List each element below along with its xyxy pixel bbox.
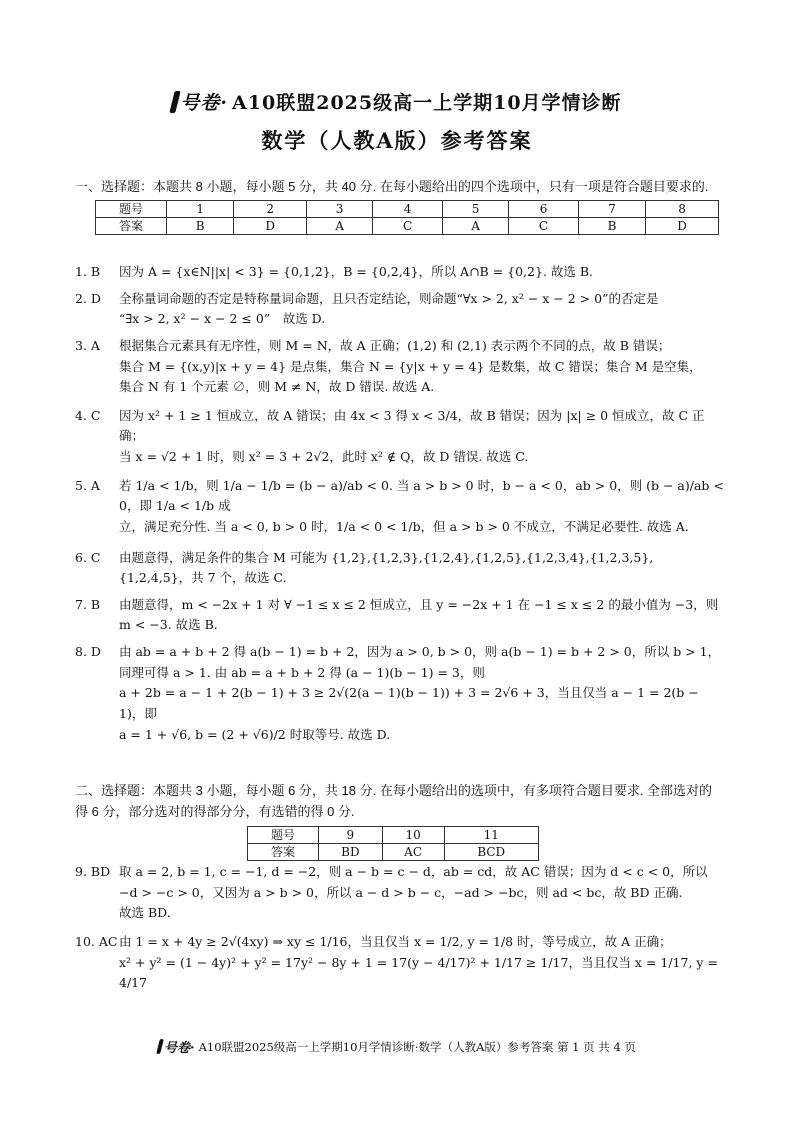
question-number-cell: 4: [373, 201, 443, 218]
title-line-1: [0, 88, 794, 115]
solution-number: 2. D: [75, 290, 101, 306]
solution-number: 3. A: [75, 337, 100, 353]
solution-item: [0, 595, 794, 636]
solution-line: 同理可得 a > 1. 由 ab = a + b + 2 得 (a − 1)(b − 1) = 3，则: [119, 664, 485, 680]
solution-line: 全称量词命题的否定是特称量词命题，且只否定结论，则命题“∀x > 2, x² − x − 2 > 0”的否定是: [119, 290, 659, 306]
question-number-cell: 1: [167, 201, 234, 218]
footer-text: A10联盟2025级高一上学期10月学情诊断·数学（人教A版）参考答案 第 1 页 共 4 页: [198, 1039, 636, 1054]
answer-cell: A: [307, 218, 373, 235]
solution-line: 当 x = √2 + 1 时，则 x² = 3 + 2√2，此时 x² ∉ Q，故 D 错误. 故选 C.: [119, 449, 529, 464]
solution-line: 故选 BD.: [119, 905, 171, 921]
answer-cell: B: [578, 218, 645, 235]
solution-line: {1,2,4,5}，共 7 个，故选 C.: [119, 570, 287, 586]
question-number-cell: 6: [509, 201, 579, 218]
subject-title: 数学（人教A版）参考答案: [261, 128, 533, 153]
question-number-cell: 10: [382, 826, 444, 843]
answer-cell: AC: [382, 843, 444, 860]
solution-line: 由 ab = a + b + 2 得 a(b − 1) = b + 2，因为 a > 0, b > 0，则 a(b − 1) = b + 2 > 0，所以 b > 1，: [119, 644, 721, 659]
solution-line: m < −3. 故选 B.: [119, 617, 218, 633]
solution-item: [0, 548, 794, 589]
solution-line: 由 1 = x + 4y ≥ 2√(4xy) ⇒ xy ≤ 1/16，当且仅当 x = 1/2, y = 1/8 时，等号成立，故 A 正确；: [119, 933, 672, 949]
solution-text: [119, 932, 724, 994]
table-row-answers: [96, 218, 719, 235]
solution-text: [119, 476, 724, 538]
solution-line: 立，满足充分性. 当 a < 0, b > 0 时，1/a < 0 < 1/b，但 a > b > 0 不成立，不满足必要性. 故选 A.: [119, 518, 689, 534]
answer-cell: B: [167, 218, 234, 235]
answer-table-2: [247, 826, 539, 861]
section-1: [0, 176, 794, 235]
logo-stroke-icon: [156, 1039, 164, 1054]
table-row-questions: [96, 201, 719, 218]
table-header-cell: 题号: [96, 201, 167, 218]
solution-text: [119, 862, 724, 924]
solution-line: 由题意得，满足条件的集合 M 可能为 {1,2},{1,2,3},{1,2,4},{1,2,5},{1,2,3,4},{1,2,3,5},: [119, 549, 654, 565]
table-header-cell: 答案: [96, 218, 167, 235]
solution-item: [0, 406, 794, 468]
question-number-cell: 2: [234, 201, 307, 218]
footer-logo-text: 号卷·: [164, 1041, 195, 1056]
solution-line: a + 2b = a − 1 + 2(b − 1) + 3 ≥ 2√(2(a − 1)(b − 1)) + 3 = 2√6 + 3，当且仅当 a − 1 = 2(b − 1)，即: [119, 685, 699, 721]
solution-line: 取 a = 2, b = 1, c = −1, d = −2，则 a − b = c − d，ab = cd，故 AC 错误；因为 d < c < 0，所以: [119, 864, 708, 879]
question-number-cell: 7: [578, 201, 645, 218]
question-number-cell: 3: [307, 201, 373, 218]
section-2: [0, 780, 794, 861]
logo-text: 号卷·: [180, 92, 229, 114]
table-row-questions: [248, 826, 539, 843]
solution-number: 4. C: [75, 407, 101, 423]
page-header: [0, 88, 794, 155]
answer-cell: D: [234, 218, 307, 235]
question-number-cell: 11: [444, 826, 539, 843]
solution-line: “∃x > 2, x² − x − 2 ≤ 0” 故选 D.: [119, 311, 326, 327]
solution-number: 1. B: [75, 264, 101, 279]
answer-cell: BCD: [444, 843, 539, 860]
answer-cell: D: [646, 218, 719, 235]
solution-number: 9. BD: [75, 864, 111, 879]
solution-item: [0, 932, 794, 994]
solution-line: 集合 M = {(x,y)|x + y = 4} 是点集，集合 N = {y|x + y = 4} 是数集，故 C 错误；集合 M 是空集，: [119, 358, 702, 374]
solution-line: 因为 x² + 1 ≥ 1 恒成立，故 A 错误；由 4x < 3 得 x < 3/4，故 B 错误；因为 |x| ≥ 0 恒成立，故 C 正确；: [119, 407, 705, 444]
solution-line: 由题意得，m < −2x + 1 对 ∀ −1 ≤ x ≤ 2 恒成立，且 y = −2x + 1 在 −1 ≤ x ≤ 2 的最小值为 −3，则: [119, 596, 719, 612]
page-footer: [0, 1037, 794, 1056]
solution-item: [0, 289, 794, 330]
answer-table-1: [95, 200, 719, 235]
solution-text: [119, 548, 724, 589]
answer-cell: C: [373, 218, 443, 235]
section-1-heading: 一、选择题：本题共 8 小题，每小题 5 分，共 40 分. 在每小题给出的四个选项中，只有一项是符合题目要求的.: [75, 179, 709, 194]
table-header-cell: 答案: [248, 843, 319, 860]
brand-logo: [172, 88, 228, 115]
solution-line: 若 1/a < 1/b，则 1/a − 1/b = (b − a)/ab < 0. 当 a > b > 0 时，b − a < 0，ab > 0，则 (b − a)/ab < 0，即 1/a < 1/b 成: [119, 477, 724, 514]
solutions-list-2: [0, 862, 794, 994]
solution-line: x² + y² = (1 − 4y)² + y² = 17y² − 8y + 1 = 17(y − 4/17)² + 1/17 ≥ 1/17，当且仅当 x = 1/17, y = 4/17: [119, 954, 718, 991]
solution-text: [119, 289, 724, 330]
solution-number: 8. D: [75, 644, 101, 659]
answer-cell: A: [442, 218, 508, 235]
answer-cell: BD: [319, 843, 383, 860]
answer-cell: C: [509, 218, 579, 235]
solution-number: 7. B: [75, 596, 101, 612]
section-2-heading: 二、选择题：本题共 3 小题，每小题 6 分，共 18 分. 在每小题给出的选项中，有多项符合题目要求. 全部选对的得 6 分，部分选对的得部分分，有选错的得 0 分.: [75, 783, 713, 820]
solution-line: 因为 A = {x∈N||x| < 3} = {0,1,2}，B = {0,2,4}，所以 A∩B = {0,2}. 故选 B.: [119, 264, 594, 279]
solution-item: [0, 476, 794, 538]
solution-text: [119, 336, 724, 398]
question-number-cell: 8: [646, 201, 719, 218]
solution-number: 6. C: [75, 549, 101, 565]
solution-item: [0, 642, 794, 745]
exam-title: A10联盟2025级高一上学期10月学情诊断: [232, 92, 622, 114]
solution-text: [119, 406, 724, 468]
solution-text: [119, 262, 724, 283]
solution-number: 5. A: [75, 477, 100, 493]
solution-item: [0, 862, 794, 924]
solutions-list-1: [0, 262, 794, 745]
question-number-cell: 5: [442, 201, 508, 218]
solution-item: [0, 336, 794, 398]
solution-text: [119, 595, 724, 636]
solution-line: a = 1 + √6, b = (2 + √6)/2 时取等号. 故选 D.: [119, 726, 391, 742]
solution-item: [0, 262, 794, 283]
table-row-answers: [248, 843, 539, 860]
solution-line: 根据集合元素具有无序性，则 M = N，故 A 正确；(1,2) 和 (2,1) 表示两个不同的点，故 B 错误；: [119, 337, 671, 353]
solution-line: −d > −c > 0，又因为 a > b > 0，所以 a − d > b − c，−ad > −bc，则 ad < bc，故 BD 正确.: [119, 884, 683, 900]
question-number-cell: 9: [319, 826, 383, 843]
solution-line: 集合 N 有 1 个元素 ∅，则 M ≠ N，故 D 错误. 故选 A.: [119, 379, 435, 395]
table-header-cell: 题号: [248, 826, 319, 843]
solution-number: 10. AC: [75, 933, 118, 949]
footer-logo: [158, 1037, 195, 1056]
solution-text: [119, 642, 724, 745]
